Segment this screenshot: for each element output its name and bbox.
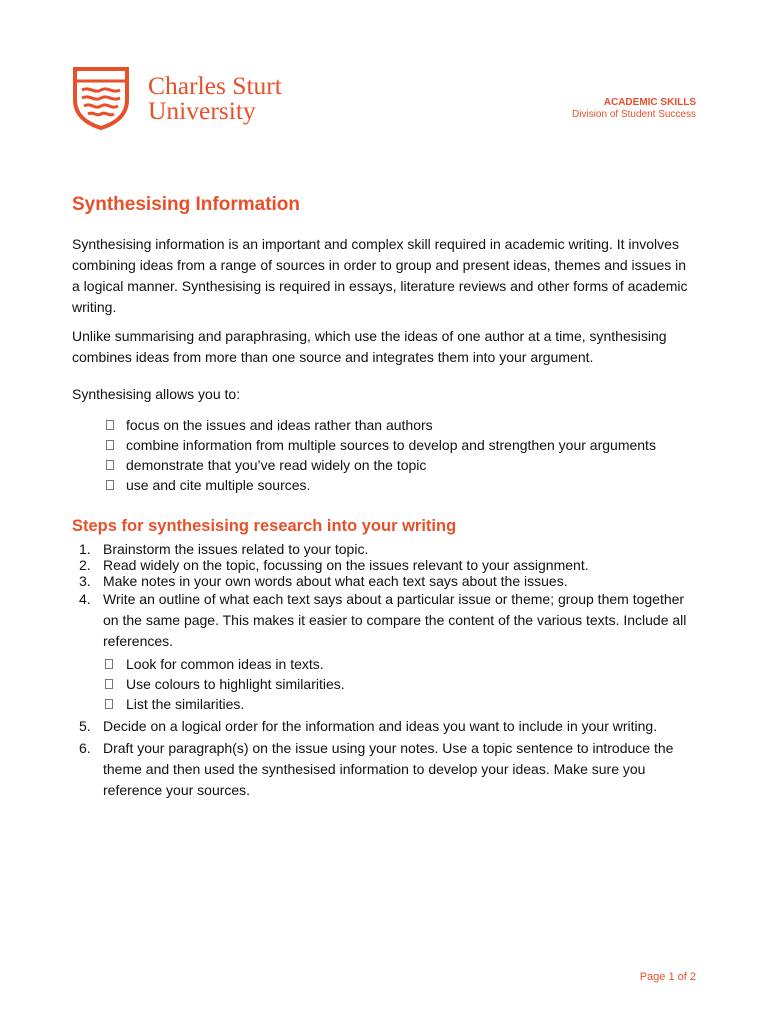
page-header — [72, 66, 696, 130]
steps-heading: Steps for synthesising research into your writing — [72, 517, 457, 535]
checkbox-bullet-icon — [106, 460, 114, 470]
logo-line-1: Charles Sturt — [148, 71, 282, 100]
document-body — [72, 192, 696, 801]
list-item: use and cite multiple sources. — [72, 477, 696, 493]
intro-paragraph: Synthesising information is an important and complex skill required in academic writing. It involves combining ideas from a range of sources in order to group and present ideas, themes and issues in a logical manner. Synthesising is required in essays, literature reviews and other forms of academic writing. — [72, 236, 688, 315]
checkbox-bullet-icon — [105, 679, 113, 689]
step-item: 5. Decide on a logical order for the information and ideas you want to include in your writing. — [79, 718, 658, 734]
step-item: 6. Draft your paragraph(s) on the issue using your notes. Use a topic sentence to introduce the theme and then used the synthesised information to develop your ideas. Make sure you reference your sources. — [79, 740, 674, 798]
sub-list-item: List the similarities. — [103, 694, 696, 714]
list-item: demonstrate that you’ve read widely on the topic — [72, 457, 696, 473]
step-item: 4. Write an outline of what each text says about a particular issue or theme; group them together on the same page. This makes it easier to compare the content of the various texts. Include all references. Look for common ideas in texts. Use colours to highlight similarities. List the similarities. — [72, 589, 696, 714]
page-title: Synthesising Information — [72, 194, 301, 215]
sub-list-item: Use colours to highlight similarities. — [103, 674, 696, 694]
department-subtitle: Division of Student Success — [572, 109, 696, 120]
logo-line-2: University — [148, 96, 256, 125]
department-label — [572, 97, 696, 121]
steps-list — [72, 541, 696, 801]
shield-crest-icon — [72, 66, 130, 130]
step-item: 2. Read widely on the topic, focussing on the issues relevant to your assignment. — [79, 557, 589, 573]
logo-wordmark — [148, 73, 282, 123]
step-item: 3. Make notes in your own words about what each text says about the issues. — [79, 573, 568, 589]
comparison-paragraph: Unlike summarising and paraphrasing, which use the ideas of one author at a time, synthesising combines ideas from more than one source and integrates them into your argument. — [72, 328, 667, 365]
department-title: ACADEMIC SKILLS — [603, 97, 696, 108]
checkbox-bullet-icon — [105, 659, 113, 669]
checkbox-bullet-icon — [106, 440, 114, 450]
step-sublist — [103, 654, 696, 714]
checkbox-bullet-icon — [106, 480, 114, 490]
list-item: focus on the issues and ideas rather than authors — [72, 417, 696, 433]
step-item: 1. Brainstorm the issues related to your topic. — [79, 541, 369, 557]
page-number: Page 1 of 2 — [639, 971, 696, 983]
university-logo — [72, 66, 282, 130]
checkbox-bullet-icon — [105, 699, 113, 709]
list-item: combine information from multiple sources to develop and strengthen your arguments — [72, 437, 696, 453]
allows-intro: Synthesising allows you to: — [72, 386, 241, 402]
sub-list-item: Look for common ideas in texts. — [103, 654, 696, 674]
allows-list — [72, 417, 696, 493]
checkbox-bullet-icon — [106, 420, 114, 430]
